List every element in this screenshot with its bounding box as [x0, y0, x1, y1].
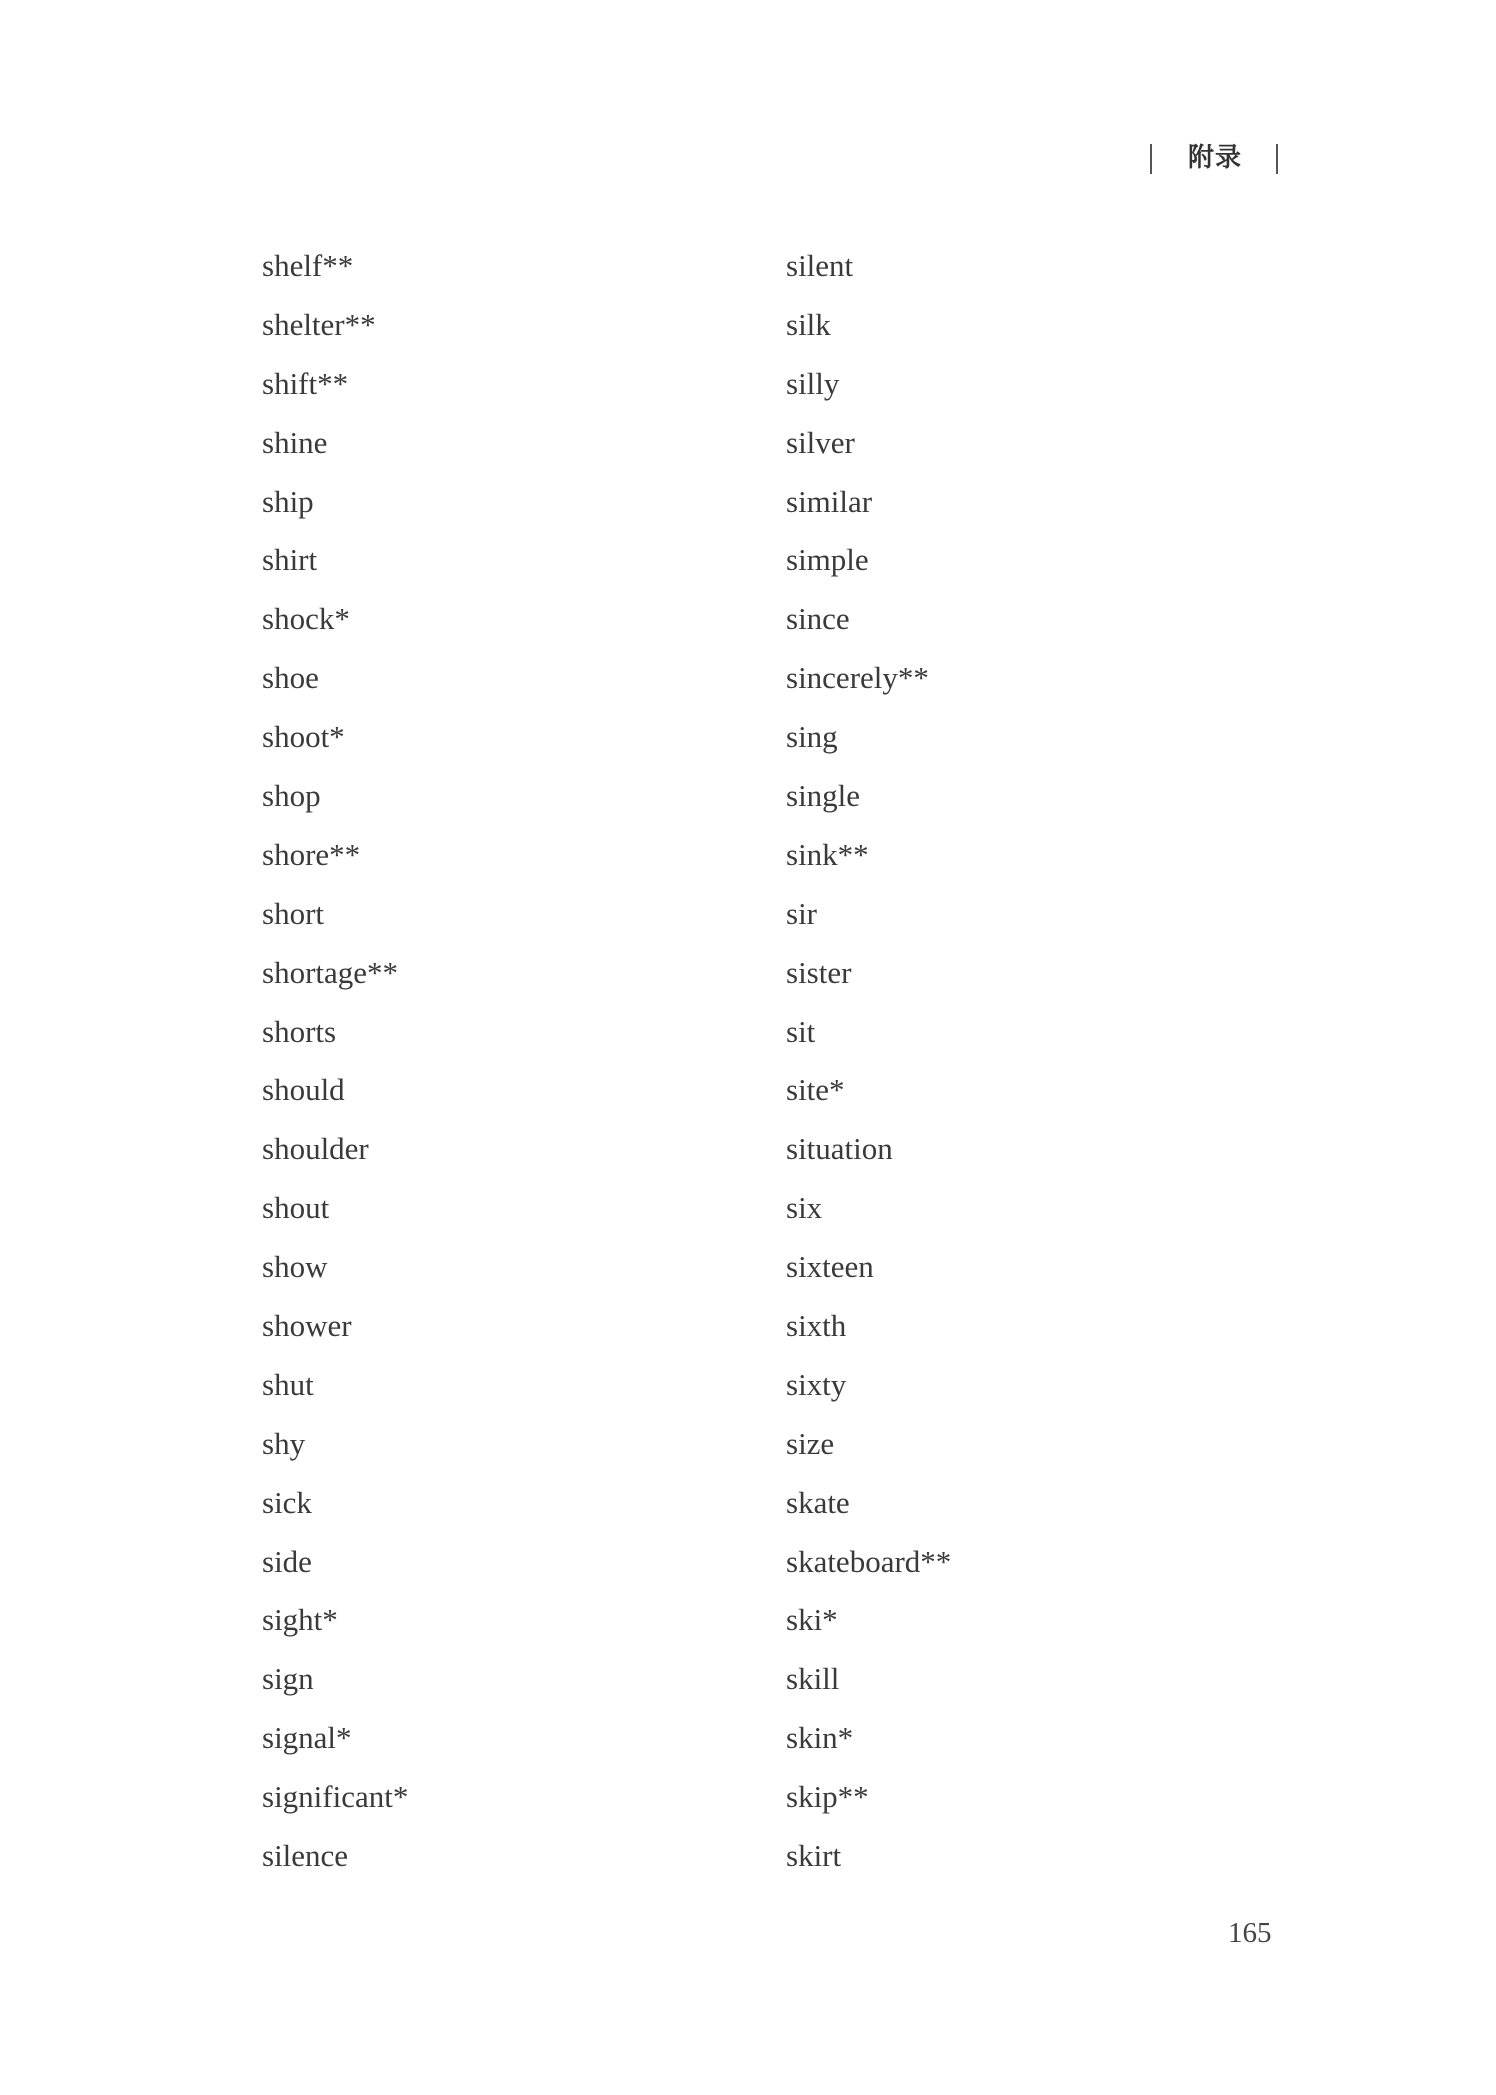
word-item: side	[262, 1543, 312, 1579]
word-item: signal*	[262, 1720, 352, 1756]
word-item: skirt	[786, 1838, 842, 1874]
word-item: shirt	[262, 542, 318, 578]
word-item: sick	[262, 1484, 312, 1520]
word-item: shut	[262, 1366, 314, 1402]
word-item: shift**	[262, 365, 349, 401]
word-item: shoe	[262, 660, 319, 696]
word-item: short	[262, 895, 324, 931]
word-item: sixty	[786, 1366, 847, 1402]
word-item: shoulder	[262, 1131, 369, 1167]
header-divider-right	[1276, 144, 1278, 174]
word-item: shore**	[262, 836, 361, 872]
word-item: shorts	[262, 1013, 337, 1049]
word-item: ski*	[786, 1602, 838, 1638]
word-item: six	[786, 1190, 823, 1226]
word-item: silver	[786, 424, 855, 460]
word-item: skip**	[786, 1779, 869, 1815]
word-item: since	[786, 601, 850, 637]
word-item: sixth	[786, 1308, 847, 1344]
word-item: sink**	[786, 836, 869, 872]
word-item: sight*	[262, 1602, 338, 1638]
word-item: shower	[262, 1308, 352, 1344]
word-item: skin*	[786, 1720, 854, 1756]
word-item: site*	[786, 1072, 845, 1108]
word-item: silence	[262, 1838, 349, 1874]
word-item: size	[786, 1425, 835, 1461]
word-item: skateboard**	[786, 1543, 952, 1579]
word-item: shelf**	[262, 248, 354, 283]
word-item: shop	[262, 778, 321, 814]
word-item: sing	[786, 719, 838, 755]
header-title: 附录	[1188, 143, 1243, 173]
word-item: sister	[786, 954, 852, 990]
word-item: sixteen	[786, 1249, 874, 1285]
word-item: single	[786, 778, 861, 814]
word-item: show	[262, 1249, 328, 1285]
word-item: shout	[262, 1190, 330, 1226]
word-item: shy	[262, 1425, 306, 1461]
word-item: ship	[262, 483, 314, 519]
word-item: shortage**	[262, 954, 399, 990]
word-item: similar	[786, 483, 873, 519]
word-item: sir	[786, 895, 817, 931]
word-item: sit	[786, 1013, 816, 1049]
header-divider-left	[1150, 144, 1152, 174]
word-item: significant*	[262, 1779, 409, 1815]
word-item: shoot*	[262, 719, 345, 755]
word-item: skill	[786, 1661, 840, 1697]
word-list-left-column	[262, 241, 408, 1890]
word-item: should	[262, 1072, 345, 1108]
word-item: silent	[786, 248, 854, 283]
word-list-right-column	[786, 241, 951, 1890]
word-item: skate	[786, 1484, 850, 1520]
word-item: simple	[786, 542, 869, 578]
word-item: shine	[262, 424, 328, 460]
running-header	[1150, 138, 1280, 178]
word-item: situation	[786, 1131, 893, 1167]
word-item: sincerely**	[786, 660, 929, 696]
word-item: shock*	[262, 601, 350, 637]
word-item: silk	[786, 306, 831, 342]
word-item: silly	[786, 365, 840, 401]
word-item: shelter**	[262, 306, 376, 342]
page-number: 165	[1228, 1917, 1272, 1949]
word-item: sign	[262, 1661, 314, 1697]
